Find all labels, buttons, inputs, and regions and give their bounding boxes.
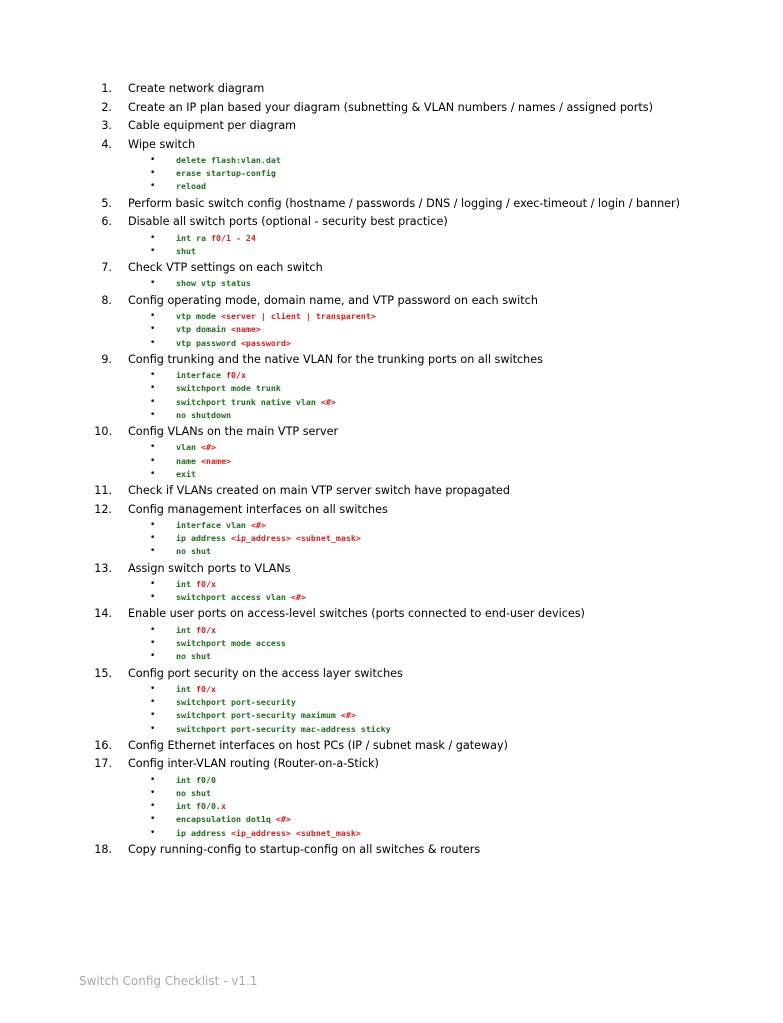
step-header xyxy=(0,501,783,520)
command-text xyxy=(176,310,376,323)
command-item xyxy=(0,154,783,167)
bullet-icon: • xyxy=(150,697,156,708)
bullet-icon: • xyxy=(150,546,156,557)
command-text xyxy=(176,337,291,350)
command-argument: <#> xyxy=(200,442,216,453)
step-header xyxy=(0,136,783,155)
bullet-icon: • xyxy=(150,311,156,322)
command-item xyxy=(0,774,783,787)
bullet-icon: • xyxy=(150,181,156,192)
command-text xyxy=(176,650,211,663)
command-text xyxy=(176,409,231,422)
step-title: Check if VLANs created on main VTP server switch have propagated xyxy=(128,484,510,497)
step-header xyxy=(0,259,783,278)
step-number: 2. xyxy=(101,100,112,114)
command-argument: <#> xyxy=(290,592,306,603)
checklist-step xyxy=(0,501,783,559)
command-item xyxy=(0,310,783,323)
command-text xyxy=(176,441,216,454)
step-header xyxy=(0,665,783,684)
step-title: Check VTP settings on each switch xyxy=(128,260,323,274)
command-text xyxy=(176,787,211,800)
step-header xyxy=(0,292,783,311)
bullet-icon: • xyxy=(150,370,156,381)
command-keyword: interface xyxy=(176,370,226,381)
command-keyword: int xyxy=(176,624,196,635)
command-item xyxy=(0,167,783,180)
bullet-icon: • xyxy=(150,710,156,721)
command-text xyxy=(176,591,306,604)
command-text xyxy=(176,369,246,382)
footer-version: Switch Config Checklist - v1.1 xyxy=(79,974,258,988)
command-text xyxy=(176,545,211,558)
command-text xyxy=(176,709,356,722)
command-text xyxy=(176,382,281,395)
command-keyword: vtp mode xyxy=(176,311,221,322)
bullet-icon: • xyxy=(150,684,156,694)
command-argument: f0/x xyxy=(225,370,246,381)
command-argument: <ip_address> <subnet_mask> xyxy=(230,533,361,544)
command-text xyxy=(176,774,216,787)
command-item xyxy=(0,787,783,800)
bullet-icon: • xyxy=(150,814,156,825)
command-item xyxy=(0,696,783,709)
checklist xyxy=(0,80,783,859)
checklist-step xyxy=(0,482,783,501)
bullet-icon: • xyxy=(150,337,156,348)
bullet-icon: • xyxy=(150,442,156,453)
command-argument: <ip_address> <subnet_mask> xyxy=(230,827,361,838)
command-text xyxy=(176,813,291,826)
bullet-icon: • xyxy=(150,520,156,530)
command-text xyxy=(176,800,226,813)
command-keyword: shut xyxy=(176,245,196,256)
bullet-icon: • xyxy=(150,723,156,734)
checklist-step xyxy=(0,117,783,136)
command-item xyxy=(0,382,783,395)
bullet-icon: • xyxy=(150,787,156,798)
command-keyword: no shutdown xyxy=(176,409,231,420)
step-title: Cable equipment per diagram xyxy=(128,119,297,132)
checklist-step xyxy=(0,665,783,736)
step-number: 10. xyxy=(94,424,112,438)
command-list xyxy=(0,369,783,422)
step-number: 5. xyxy=(101,196,112,210)
command-list xyxy=(0,578,783,604)
command-keyword: name xyxy=(176,455,201,466)
step-title: Config management interfaces on all switches xyxy=(128,502,388,516)
checklist-step xyxy=(0,605,783,663)
command-keyword: reload xyxy=(176,181,206,192)
command-keyword: ip address xyxy=(176,827,231,838)
step-header xyxy=(0,213,783,232)
bullet-icon: • xyxy=(150,245,156,256)
command-keyword: erase startup-config xyxy=(176,168,276,179)
command-list xyxy=(0,232,783,258)
checklist-step xyxy=(0,259,783,291)
bullet-icon: • xyxy=(150,409,156,420)
step-number: 15. xyxy=(94,666,112,680)
command-keyword: int ra xyxy=(176,232,211,243)
command-item xyxy=(0,827,783,840)
step-header xyxy=(0,560,783,579)
step-title: Config operating mode, domain name, and VTP password on each switch xyxy=(128,293,538,307)
command-item xyxy=(0,624,783,637)
command-keyword: vlan xyxy=(176,442,201,453)
step-title: Config inter-VLAN routing (Router-on-a-Stick) xyxy=(128,757,379,771)
command-argument: <server | client | transparent> xyxy=(220,311,376,322)
command-argument: f0/x xyxy=(195,624,216,635)
step-header xyxy=(0,195,783,214)
command-text xyxy=(176,180,206,193)
command-keyword: show vtp status xyxy=(176,278,251,289)
command-text xyxy=(176,696,296,709)
command-argument: f0/1 - 24 xyxy=(210,232,256,243)
command-item xyxy=(0,245,783,258)
bullet-icon: • xyxy=(150,592,156,603)
command-text xyxy=(176,578,216,591)
command-item xyxy=(0,519,783,532)
step-number: 13. xyxy=(94,561,112,575)
step-number: 4. xyxy=(101,137,112,151)
command-list xyxy=(0,519,783,559)
checklist-step xyxy=(0,423,783,481)
bullet-icon: • xyxy=(150,638,156,649)
command-keyword: switchport trunk native vlan xyxy=(176,396,321,407)
step-title: Config port security on the access layer switches xyxy=(128,666,403,680)
checklist-step xyxy=(0,80,783,99)
checklist-step xyxy=(0,351,783,422)
command-keyword: vtp password xyxy=(176,337,241,348)
command-text xyxy=(176,396,336,409)
step-number: 3. xyxy=(101,119,112,132)
bullet-icon: • xyxy=(150,278,156,289)
step-title: Perform basic switch config (hostname / passwords / DNS / logging / exec-timeout / login / banner) xyxy=(128,196,681,210)
step-title: Create an IP plan based your diagram (subnetting & VLAN numbers / names / assigned ports) xyxy=(128,100,653,114)
command-text xyxy=(176,723,391,736)
bullet-icon: • xyxy=(150,624,156,635)
step-header xyxy=(0,80,783,99)
command-keyword: delete flash:vlan.dat xyxy=(176,155,281,165)
step-number: 16. xyxy=(94,738,112,752)
command-argument: x xyxy=(220,801,226,812)
bullet-icon: • xyxy=(150,168,156,179)
command-list xyxy=(0,683,783,736)
command-list xyxy=(0,154,783,194)
checklist-step xyxy=(0,737,783,756)
command-list xyxy=(0,774,783,840)
command-argument: <name> xyxy=(230,324,261,335)
command-keyword: switchport port-security xyxy=(176,697,296,708)
command-text xyxy=(176,827,361,840)
step-number: 12. xyxy=(94,502,112,516)
command-keyword: interface vlan xyxy=(176,520,251,530)
command-list xyxy=(0,310,783,350)
step-header xyxy=(0,841,783,860)
checklist-step xyxy=(0,755,783,839)
bullet-icon: • xyxy=(150,155,156,165)
command-item xyxy=(0,180,783,193)
command-text xyxy=(176,683,216,696)
checklist-step xyxy=(0,195,783,214)
step-header xyxy=(0,605,783,624)
command-keyword: int xyxy=(176,684,196,694)
step-number: 1. xyxy=(101,82,112,95)
step-title: Wipe switch xyxy=(128,137,196,151)
step-title: Assign switch ports to VLANs xyxy=(128,561,291,575)
checklist-step xyxy=(0,292,783,350)
bullet-icon: • xyxy=(150,801,156,812)
step-number: 14. xyxy=(94,607,112,621)
bullet-icon: • xyxy=(150,774,156,785)
step-header xyxy=(0,99,783,118)
command-text xyxy=(176,468,196,481)
command-item xyxy=(0,323,783,336)
command-item xyxy=(0,441,783,454)
command-keyword: switchport mode trunk xyxy=(176,383,281,394)
step-title: Config trunking and the native VLAN for the trunking ports on all switches xyxy=(128,352,543,366)
command-item xyxy=(0,409,783,422)
command-argument: f0/x xyxy=(195,684,216,694)
command-item xyxy=(0,545,783,558)
checklist-step xyxy=(0,99,783,118)
bullet-icon: • xyxy=(150,827,156,838)
step-header xyxy=(0,117,783,136)
command-text xyxy=(176,167,276,180)
command-text xyxy=(176,245,196,258)
command-item xyxy=(0,578,783,591)
bullet-icon: • xyxy=(150,579,156,590)
command-item xyxy=(0,232,783,245)
command-text xyxy=(176,637,286,650)
command-item xyxy=(0,337,783,350)
step-title: Disable all switch ports (optional - security best practice) xyxy=(128,215,448,229)
step-number: 8. xyxy=(101,293,112,307)
command-item xyxy=(0,455,783,468)
command-text xyxy=(176,455,231,468)
step-number: 18. xyxy=(94,842,112,856)
step-header xyxy=(0,351,783,370)
command-argument: f0/x xyxy=(195,579,216,590)
command-keyword: vtp domain xyxy=(176,324,231,335)
command-argument: <name> xyxy=(200,455,231,466)
command-keyword: switchport port-security maximum xyxy=(176,710,341,721)
step-title: Enable user ports on access-level switches (ports connected to end-user devices) xyxy=(128,607,585,621)
command-keyword: ip address xyxy=(176,533,231,544)
step-number: 6. xyxy=(101,215,112,229)
command-argument: <#> xyxy=(275,814,291,825)
step-header xyxy=(0,755,783,774)
bullet-icon: • xyxy=(150,533,156,544)
step-header xyxy=(0,482,783,501)
command-keyword: switchport mode access xyxy=(176,638,286,649)
command-argument: <password> xyxy=(240,337,291,348)
command-item xyxy=(0,723,783,736)
step-title: Copy running-config to startup-config on all switches & routers xyxy=(128,842,481,856)
command-text xyxy=(176,232,256,245)
command-text xyxy=(176,277,251,290)
checklist-step xyxy=(0,213,783,258)
step-number: 7. xyxy=(101,260,112,274)
bullet-icon: • xyxy=(150,396,156,407)
bullet-icon: • xyxy=(150,468,156,479)
command-text xyxy=(176,624,216,637)
command-keyword: no shut xyxy=(176,651,211,662)
command-text xyxy=(176,323,261,336)
command-item xyxy=(0,637,783,650)
command-item xyxy=(0,396,783,409)
checklist-step xyxy=(0,136,783,194)
command-keyword: no shut xyxy=(176,546,211,557)
step-title: Create network diagram xyxy=(128,82,265,95)
command-list xyxy=(0,624,783,664)
command-item xyxy=(0,709,783,722)
bullet-icon: • xyxy=(150,651,156,662)
command-item xyxy=(0,277,783,290)
step-number: 9. xyxy=(101,352,112,366)
command-item xyxy=(0,468,783,481)
command-list xyxy=(0,441,783,481)
command-keyword: int xyxy=(176,579,196,590)
command-argument: <#> xyxy=(250,520,266,530)
checklist-step xyxy=(0,560,783,605)
command-text xyxy=(176,154,281,167)
step-header xyxy=(0,737,783,756)
command-text xyxy=(176,519,266,532)
command-keyword: no shut xyxy=(176,787,211,798)
bullet-icon: • xyxy=(150,455,156,466)
step-title: Config Ethernet interfaces on host PCs (IP / subnet mask / gateway) xyxy=(128,738,509,752)
command-keyword: int f0/0. xyxy=(176,801,221,812)
command-item xyxy=(0,800,783,813)
command-argument: <#> xyxy=(340,710,356,721)
bullet-icon: • xyxy=(150,324,156,335)
command-keyword: switchport access vlan xyxy=(176,592,291,603)
bullet-icon: • xyxy=(150,383,156,394)
command-item xyxy=(0,650,783,663)
command-keyword: exit xyxy=(176,468,196,479)
checklist-step xyxy=(0,841,783,860)
command-list xyxy=(0,277,783,290)
command-keyword: switchport port-security mac-address sticky xyxy=(176,723,391,734)
command-keyword: int f0/0 xyxy=(176,774,216,785)
bullet-icon: • xyxy=(150,232,156,243)
step-title: Config VLANs on the main VTP server xyxy=(128,424,339,438)
command-text xyxy=(176,532,361,545)
command-keyword: encapsulation dot1q xyxy=(176,814,276,825)
command-item xyxy=(0,591,783,604)
command-item xyxy=(0,683,783,696)
step-number: 17. xyxy=(94,757,112,771)
step-header xyxy=(0,423,783,442)
command-item xyxy=(0,369,783,382)
command-argument: <#> xyxy=(320,396,336,407)
command-item xyxy=(0,532,783,545)
step-number: 11. xyxy=(94,484,112,497)
command-item xyxy=(0,813,783,826)
